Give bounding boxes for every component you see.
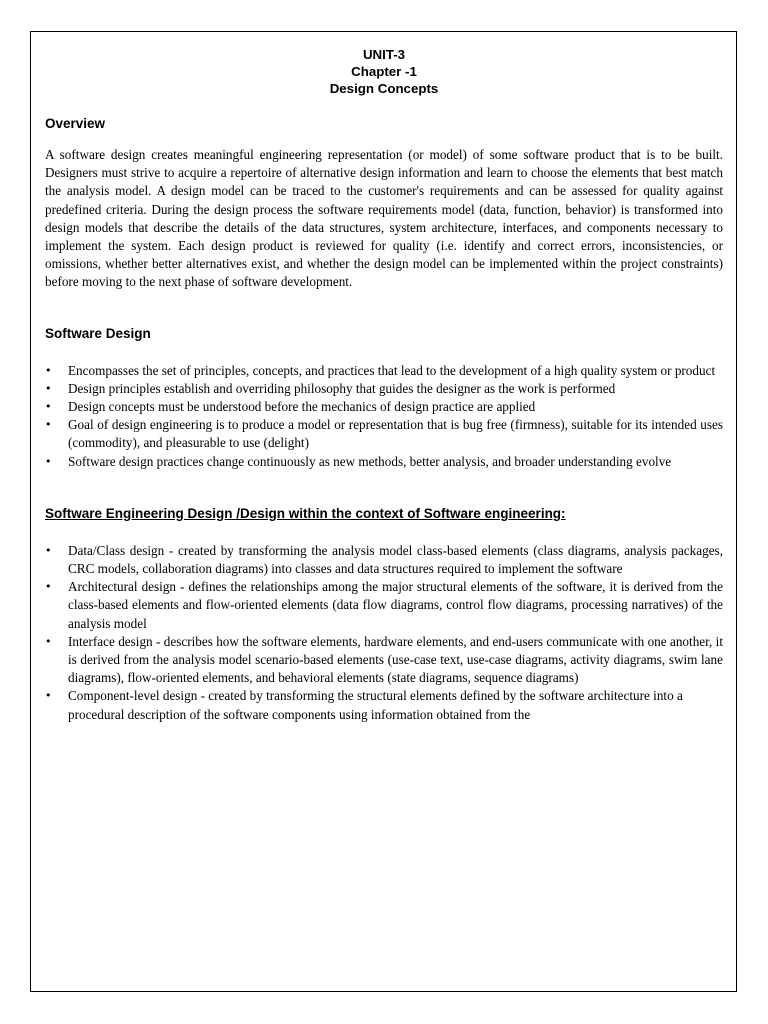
list-item-text: Interface design - describes how the software elements, hardware elements, and end-users communicate with one another, it is derived from the analysis model scenario-based elements (use-case text, use-case diagrams, activity diagrams, swim lane diagrams), flow-oriented elements, and behavioral elements (state diagrams, sequence diagrams) — [68, 633, 723, 686]
document-body — [45, 46, 723, 724]
bullet-icon: • — [45, 363, 52, 377]
bullet-icon: • — [45, 454, 52, 468]
bullet-icon: • — [45, 543, 52, 557]
se-design-heading: Software Engineering Design /Design within the context of Software engineering: — [45, 505, 566, 521]
overview-heading: Overview — [45, 116, 106, 131]
list-item — [45, 578, 723, 633]
list-item — [45, 398, 723, 416]
list-item-text: Encompasses the set of principles, concepts, and practices that lead to the development of a high quality system or product — [68, 362, 716, 378]
bullet-icon: • — [45, 400, 52, 414]
unit-label: UNIT-3 — [362, 47, 406, 62]
list-item-text: Architectural design - defines the relationships among the major structural elements of the software, it is derived from the class-based elements and flow-oriented elements (data flow diagrams, control flow diagrams, processing narratives) of the analysis model — [68, 579, 723, 631]
list-item-text: Design principles establish and overriding philosophy that guides the designer as the work is performed — [68, 380, 616, 396]
list-item — [45, 453, 723, 471]
software-design-heading: Software Design — [45, 325, 151, 341]
bullet-icon: • — [45, 418, 52, 432]
list-item-text: Data/Class design - created by transforming the analysis model class-based elements (class diagrams, analysis packages, CRC models, collaboration diagrams) into classes and data structures required to implement the software — [68, 542, 723, 577]
overview-paragraph: A software design creates meaningful engineering representation (or model) of some software product that is to be built. Designers must strive to acquire a repertoire of alternative design information and learn to choose the elements that best match the analysis model. A design model can be traced to the customer's requirements and can be assessed for quality against predefined criteria. During the design process the software requirements model (data, function, behavior) is transformed into design models that describe the details of the data structures, system architecture, interfaces, and components necessary to implement the system. Each design product is reviewed for quality (i.e. identify and correct errors, inconsistencies, or omissions, whether better alternatives exist, and whether the design model can be implemented within the project constraints) before moving to the next phase of software development. — [45, 147, 723, 290]
bullet-icon: • — [45, 689, 52, 703]
chapter-label: Chapter -1 — [351, 64, 417, 79]
se-design-list — [45, 542, 723, 724]
list-item-text: Software design practices change continuously as new methods, better analysis, and broader understanding evolve — [68, 453, 672, 469]
list-item-text: Component-level design - created by transforming the structural elements defined by the software architecture into a procedural description of the software components using information obtained from the — [68, 688, 683, 722]
list-item — [45, 633, 723, 688]
bullet-icon: • — [45, 634, 52, 648]
list-item — [45, 416, 723, 452]
list-item-text: Design concepts must be understood before the mechanics of design practice are applied — [68, 399, 536, 415]
list-item — [45, 362, 723, 380]
title-block — [45, 46, 723, 97]
bullet-icon: • — [45, 381, 52, 395]
software-design-list — [45, 362, 723, 471]
list-item-text: Goal of design engineering is to produce a model or representation that is bug free (firmness), suitable for its intended uses (commodity), and pleasurable to use (delight) — [68, 417, 723, 451]
list-item — [45, 687, 723, 723]
list-item — [45, 380, 723, 398]
page-title: Design Concepts — [329, 81, 439, 96]
bullet-icon: • — [45, 580, 52, 594]
list-item — [45, 542, 723, 578]
